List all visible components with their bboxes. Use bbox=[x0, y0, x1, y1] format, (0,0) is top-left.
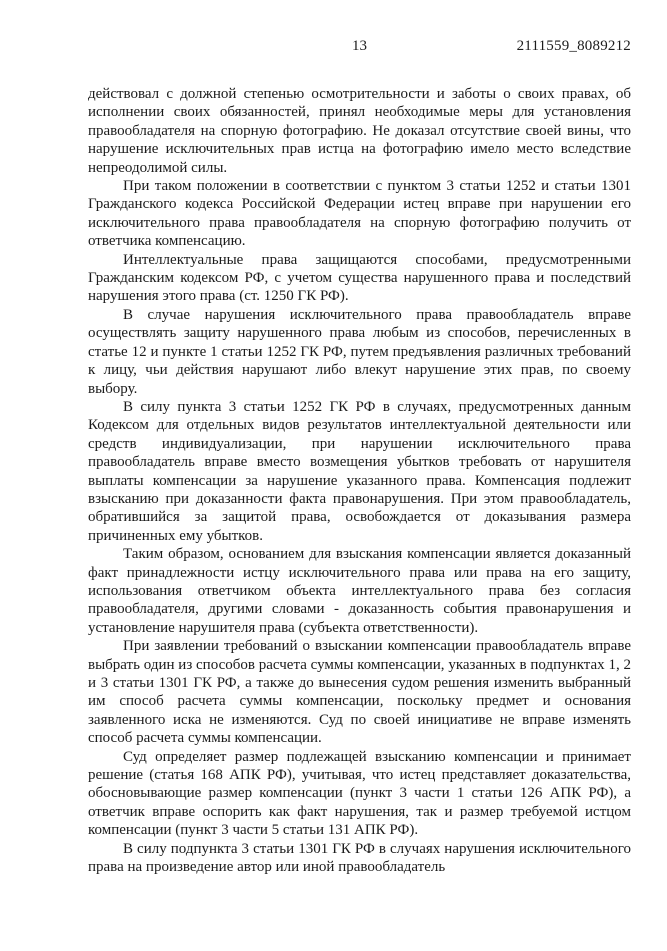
body-paragraph: Таким образом, основанием для взыскания компенсации является доказанный факт принадлежности истцу исключительного права или права на его защиту, использования ответчиком объекта интеллектуального права без согласия правообладателя, другими словами - доказанность события правонарушения и установление нарушителя права (субъекта ответственности). bbox=[88, 546, 631, 636]
body-paragraph: действовал с должной степенью осмотрительности и заботы о своих правах, об исполнении своих обязанностей, принял необходимые меры для установления правообладателя на спорную фотографию. Не доказал отсутствие своей вины, что нарушение исключительных прав истца на фотографию имело место вследствие непреодолимой силы. bbox=[88, 86, 631, 176]
body-paragraph: В силу подпункта 3 статьи 1301 ГК РФ в случаях нарушения исключительного права на произведение автор или иной правообладатель bbox=[88, 840, 631, 876]
page-number: 13 bbox=[352, 38, 367, 54]
body-paragraph: При таком положении в соответствии с пунктом 3 статьи 1252 и статьи 1301 Гражданского кодекса Российской Федерации истец вправе при нарушении его исключительного права правообладателя на спорную фотографию получить от ответчика компенсацию. bbox=[88, 178, 631, 250]
document-number: 2111559_8089212 bbox=[516, 38, 631, 54]
page-header bbox=[88, 38, 631, 54]
body-paragraph: При заявлении требований о взыскании компенсации правообладатель вправе выбрать один из способов расчета суммы компенсации, указанных в подпунктах 1, 2 и 3 статьи 1301 ГК РФ, а также до вынесения судом решения изменить выбранный им способ расчета суммы компенсации, поскольку предмет и основания заявленного иска не изменяются. Суд по своей инициативе не вправе изменять способ расчета суммы компенсации. bbox=[88, 638, 631, 747]
body-paragraph: Суд определяет размер подлежащей взысканию компенсации и принимает решение (статья 168 АПК РФ), учитывая, что истец представляет доказательства, обосновывающие размер компенсации (пункт 3 части 1 статьи 126 АПК РФ), а ответчик вправе оспорить как факт нарушения, так и размер требуемой истцом компенсации (пункт 3 части 5 статьи 131 АПК РФ). bbox=[88, 748, 631, 839]
document-body bbox=[88, 85, 631, 876]
body-paragraph: В случае нарушения исключительного права правообладатель вправе осуществлять защиту нарушенного права любым из способов, перечисленных в статье 12 и пункте 1 статьи 1252 ГК РФ, путем предъявления различных требований к лицу, чьи действия нарушают либо влекут нарушение этих прав, по своему выбору. bbox=[88, 306, 631, 397]
body-paragraph: Интеллектуальные права защищаются способами, предусмотренными Гражданским кодексом РФ, с учетом существа нарушенного права и последствий нарушения этого права (ст. 1250 ГК РФ). bbox=[88, 251, 631, 305]
body-paragraph: В силу пункта 3 статьи 1252 ГК РФ в случаях, предусмотренных данным Кодексом для отдельных видов результатов интеллектуальной деятельности или средств индивидуализации, при нарушении исключительного права правообладатель вправе вместо возмещения убытков требовать от нарушителя выплаты компенсации за нарушение указанного права. Компенсация подлежит взысканию при доказанности факта правонарушения. При этом правообладатель, обратившийся за защитой права, освобождается от доказывания размера причиненных ему убытков. bbox=[88, 398, 631, 544]
